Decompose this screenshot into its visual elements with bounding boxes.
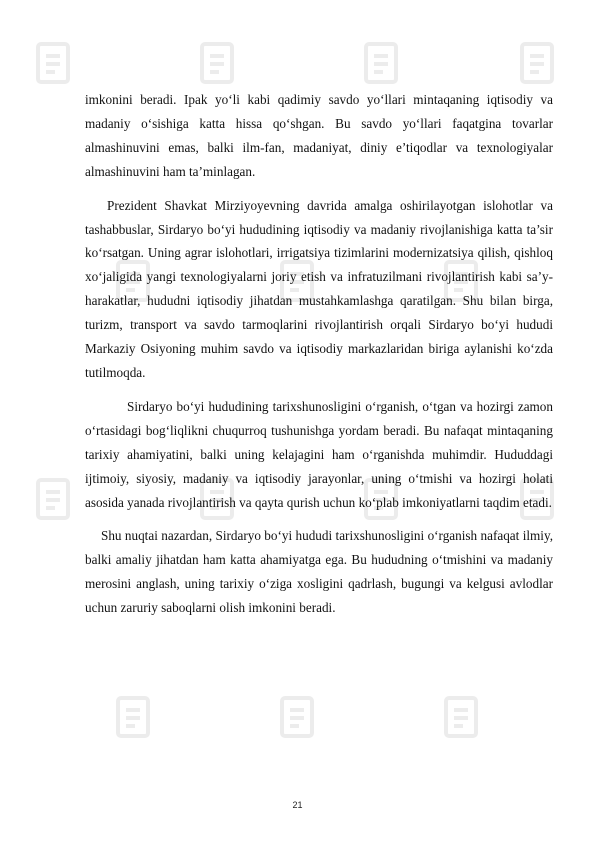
document-watermark-icon [360,40,406,86]
document-watermark-icon [112,694,158,740]
paragraph-1: imkonini beradi. Ipak yo‘li kabi qadimiy savdo yo‘llari mintaqaning iqtisodiy va madaniy o‘sishiga katta hissa qo‘shgan. Bu savdo yo‘llari faqatgina tovarlar almashinuvini emas, balki ilm-fan, madaniyat, diniy e’tiqodlar va texnologiyalar almashinuvini ham ta’minlagan. [85,92,553,179]
paragraph-2: Prezident Shavkat Mirziyoyevning davrida amalga oshirilayotgan islohotlar va tashabbuslar, Sirdaryo bo‘yi hududining iqtisodiy va madaniy rivojlanishiga katta ta’sir ko‘rsatgan. Uning agrar islohotlari, irrigatsiya tizimlarini modernizatsiya qilish, qishloq xo‘jaligida yangi texnologiyalarni joriy etish va infratuzilmani rivojlantirish kabi sa’y-harakatlar, hududni iqtisodiy jihatdan mustahkamlashga qaratilgan. Shu bilan birga, turizm, transport va savdo tarmoqlarini rivojlantirish orqali Sirdaryo bo‘yi hududi Markaziy Osiyoning muhim savdo va iqtisodiy markazlaridan biriga aylanishi ko‘zda tutilmoqda. [85,197,553,380]
document-watermark-icon [32,476,78,522]
paragraph-4: Shu nuqtai nazardan, Sirdaryo bo‘yi hududi tarixshunosligini o‘rganish nafaqat ilmiy, balki amaliy jihatdan ham katta ahamiyatga ega. Bu hududning o‘tmishini va madaniy merosini anglash, uning tarixiy o‘ziga xosligini qadrlash, bugungi va kelgusi avlodlar uchun zaruriy saboqlarni olish imkonini beradi. [85,528,553,616]
document-watermark-icon [276,694,322,740]
paragraph-3: Sirdaryo bo‘yi hududining tarixshunosligini o‘rganish, o‘tgan va hozirgi zamon o‘rtasidagi bog‘liqlikni chuqurroq tushunishga yordam beradi. Bu nafaqat mintaqaning tarixiy ahamiyatini, balki uning kelajagini ham o‘rganishda muhimdir. Hududdagi ijtimoiy, siyosiy, madaniy va iqtisodiy jarayonlar, uning o‘tmishi va hozirgi holati asosida yanada rivojlantirish va qayta qurish uchun ko‘plab imkoniyatlarni taqdim etadi. [85,398,553,510]
page-number: 21 [292,800,303,810]
document-watermark-icon [440,694,486,740]
document-watermark-icon [196,40,242,86]
document-watermark-icon [32,40,78,86]
document-watermark-icon [516,40,562,86]
page-body [85,88,553,620]
